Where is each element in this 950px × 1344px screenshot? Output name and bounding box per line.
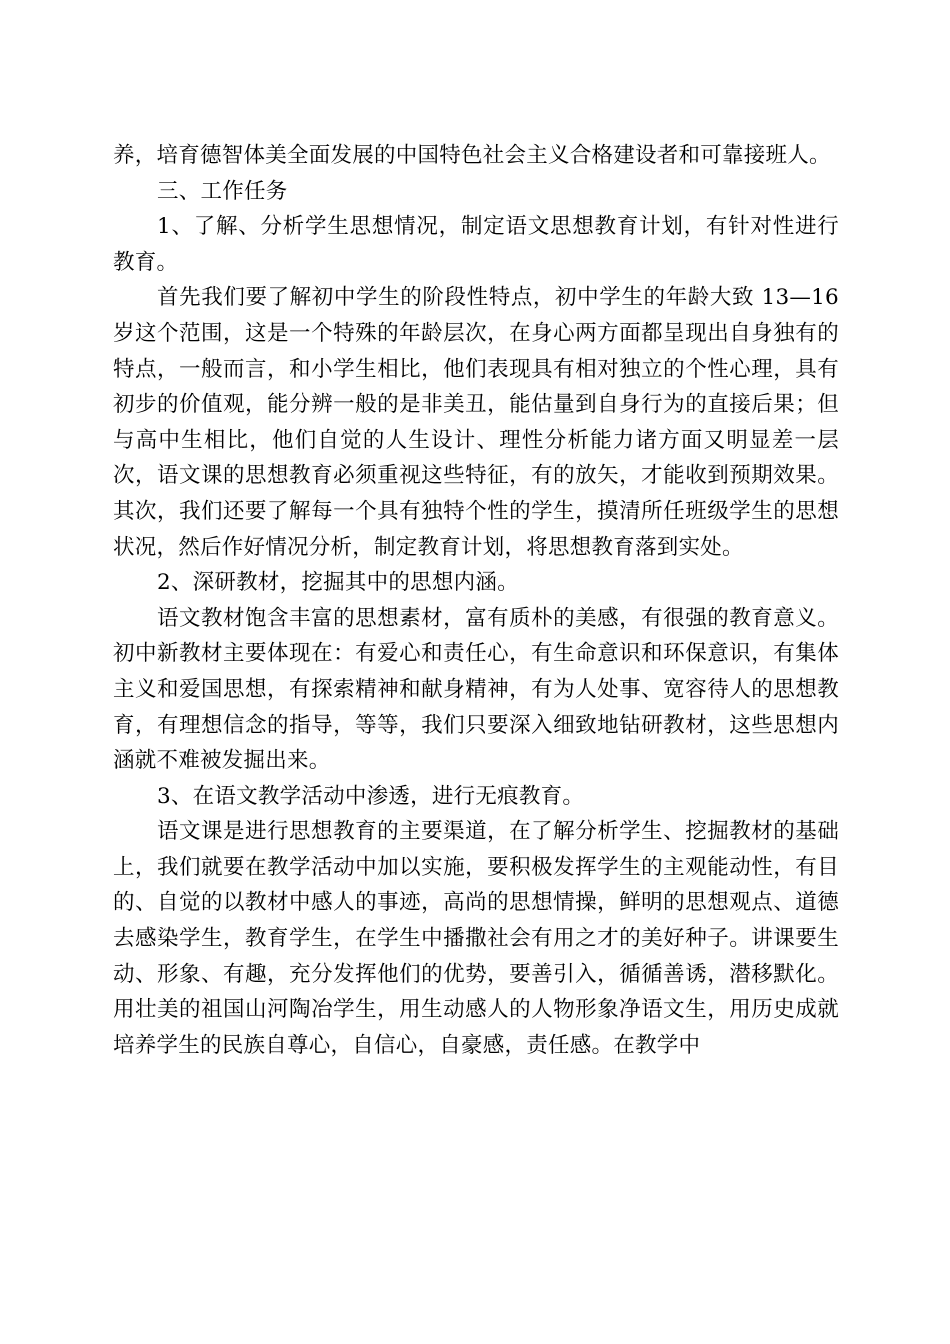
paragraph-continuation: 养，培育德智体美全面发展的中国特色社会主义合格建设者和可靠接班人。	[113, 143, 831, 168]
section-heading-work-tasks: 三、工作任务	[157, 178, 288, 204]
paragraph-task-2-body: 语文教材饱含丰富的思想素材，富有质朴的美感，有很强的教育意义。初中新教材主要体现在：有爱心和责任心，有生命意识和环保意识，有集体主义和爱国思想，有探索精神和献身精神，有为人处事、宽容待人的思想教育，有理想信念的指导，等等，我们只要深入细致地钻研教材，这些思想内涵就不难被发掘出来。	[113, 605, 839, 774]
task-heading-2: 2、深研教材，挖掘其中的思想内涵。	[157, 570, 519, 596]
paragraph-task-3-body: 语文课是进行思想教育的主要渠道，在了解分析学生、挖掘教材的基础上，我们就要在教学活动中加以实施，要积极发挥学生的主观能动性，有目的、自觉的以教材中感人的事迹，高尚的思想情操，鲜明的思想观点、道德去感染学生，教育学生，在学生中播撒社会有用之才的美好种子。讲课要生动、形象、有趣，充分发挥他们的优势，要善引入，循循善诱，潜移默化。用壮美的祖国山河陶冶学生，用生动感人的人物形象净语文生，用历史成就培养学生的民族自尊心，自信心，自豪感，责任感。在教学中	[113, 819, 839, 1058]
document-body	[113, 138, 839, 1063]
task-heading-1: 1、了解、分析学生思想情况，制定语文思想教育计划，有针对性进行教育。	[113, 214, 839, 275]
paragraph-task-1-body: 首先我们要了解初中学生的阶段性特点，初中学生的年龄大致 13—16 岁这个范围，这是一个特殊的年龄层次，在身心两方面都呈现出自身独有的特点，一般而言，和小学生相比，他们表现具有相对独立的个性心理，具有初步的价值观，能分辨一般的是非美丑，能估量到自身行为的直接后果；但与高中生相比，他们自觉的人生设计、理性分析能力诸方面又明显差一层次，语文课的思想教育必须重视这些特征，有的放矢，才能收到预期效果。其次，我们还要了解每一个具有独特个性的学生，摸清所任班级学生的思想状况，然后作好情况分析，制定教育计划，将思想教育落到实处。	[113, 285, 839, 560]
task-heading-3: 3、在语文教学活动中渗透，进行无痕教育。	[157, 783, 585, 809]
